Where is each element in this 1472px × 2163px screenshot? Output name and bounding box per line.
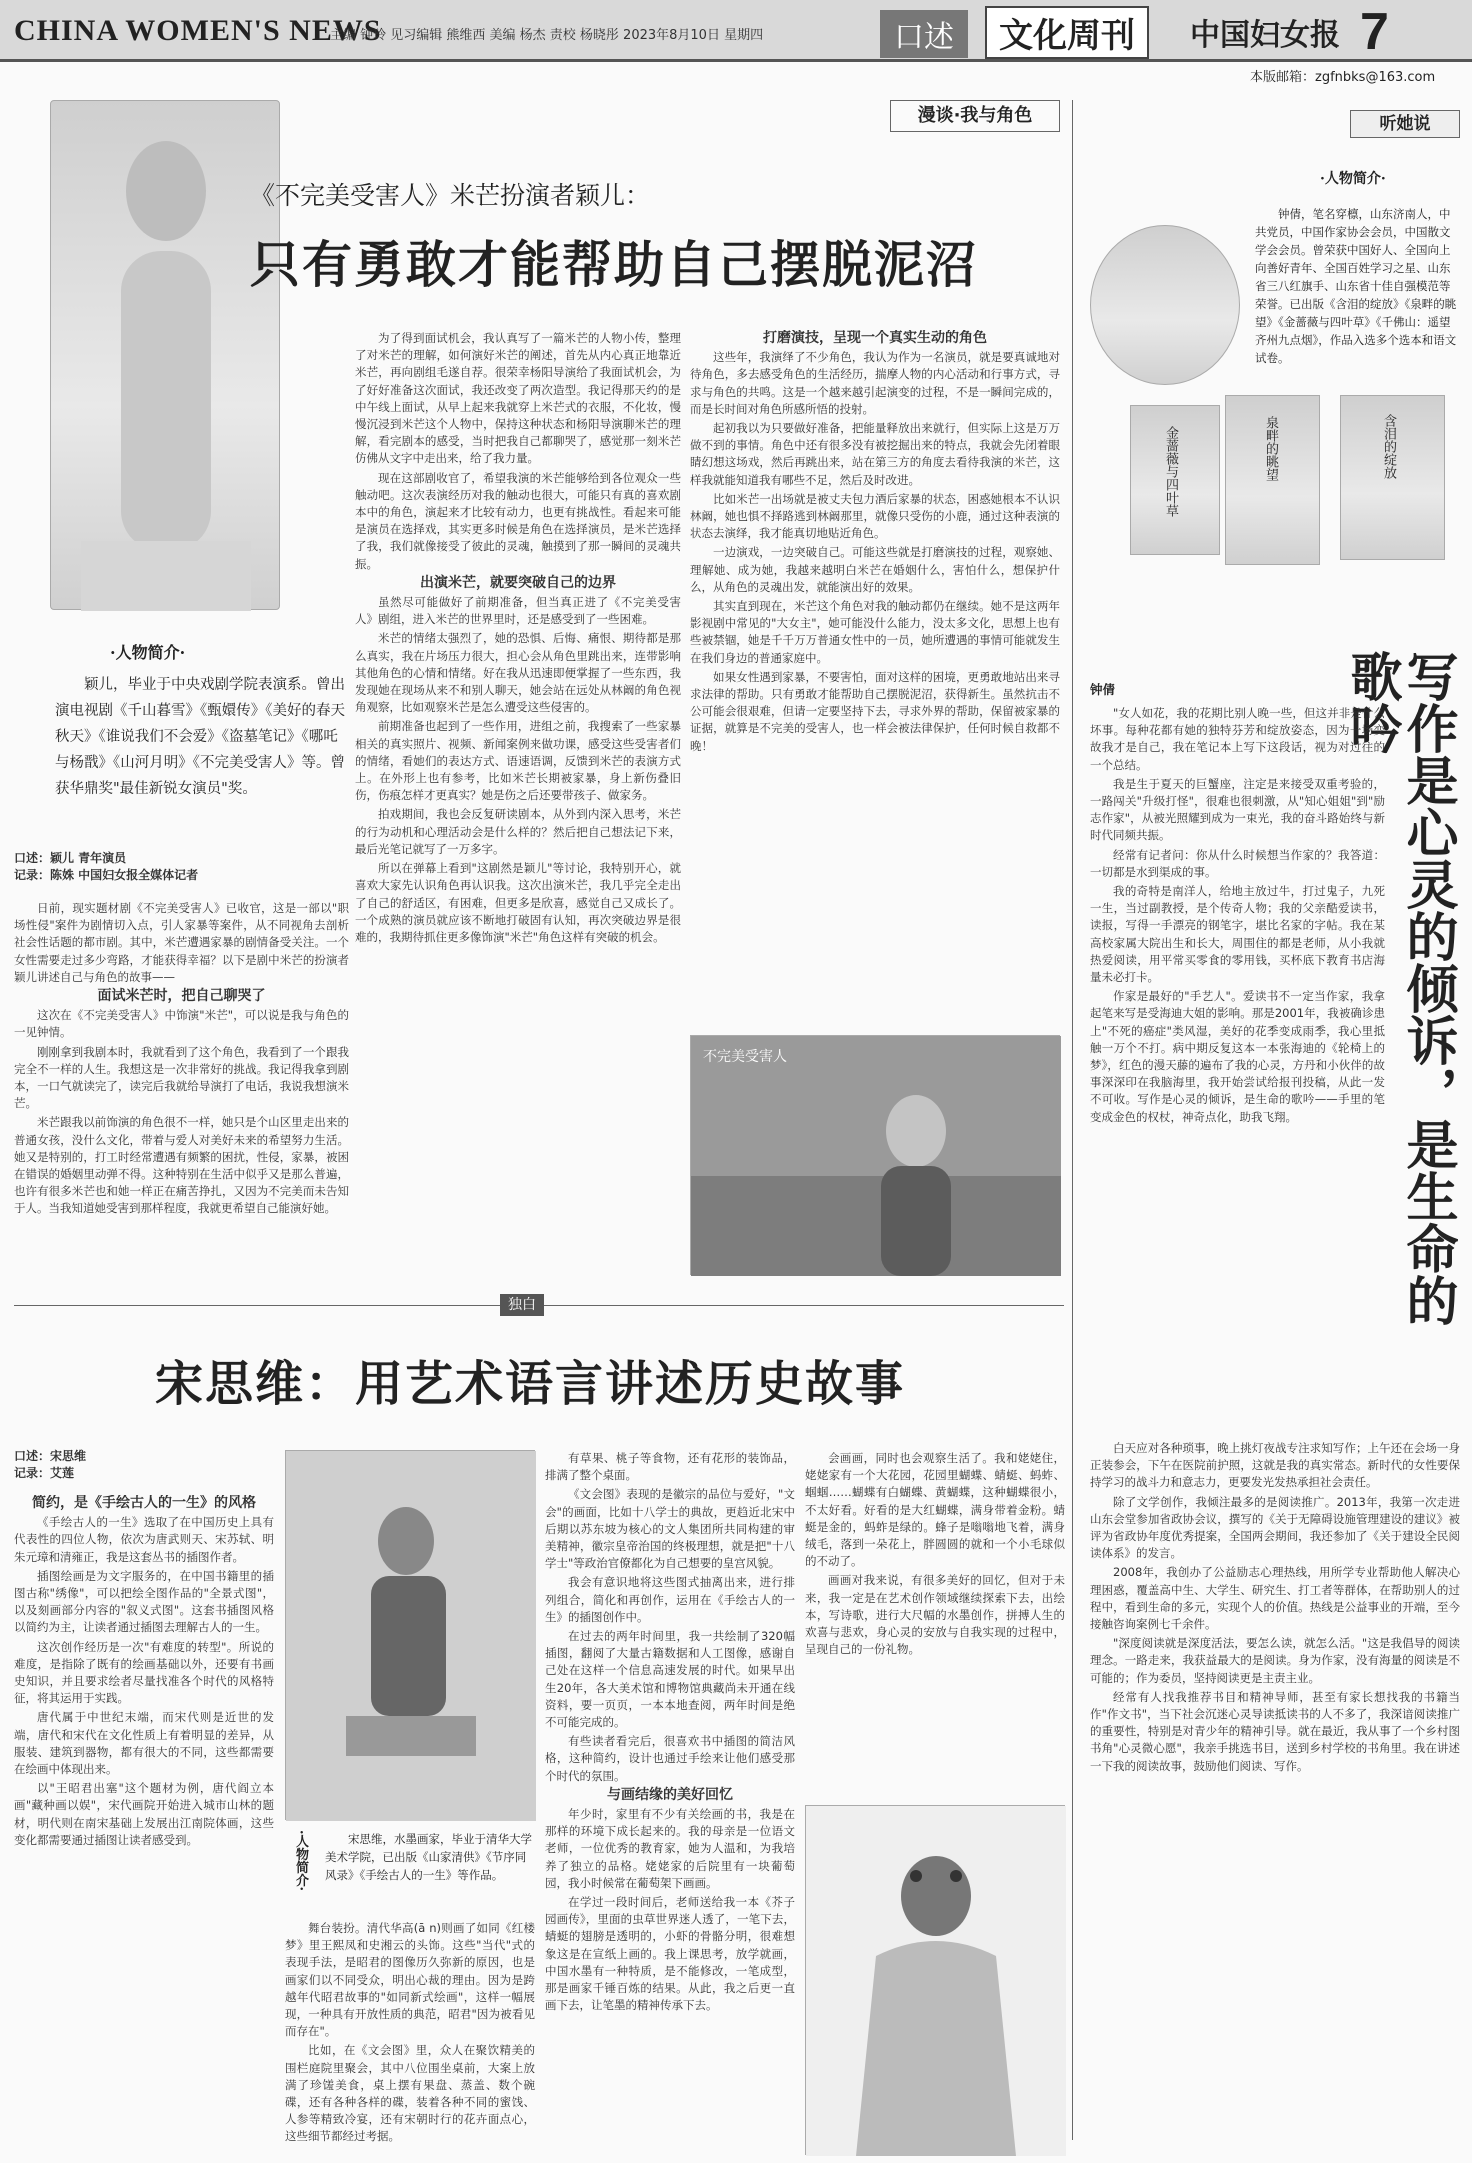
column-tag-3: 独白 <box>500 1294 544 1316</box>
book-cover-1: 金蔷薇与四叶草 <box>1130 405 1220 555</box>
section-label: 口述 <box>880 10 968 58</box>
headline: 只有勇敢才能帮助自己摆脱泥沼 <box>250 236 978 294</box>
kicker: 《不完美受害人》米芒扮演者颖儿： <box>250 181 651 210</box>
drama-still-illustration <box>691 1036 1061 1276</box>
paper-logo: 中国妇女报 <box>1190 18 1340 53</box>
byline <box>14 850 349 884</box>
page-number: 7 <box>1360 3 1389 61</box>
a1-col-1: 日前，现实题材剧《不完美受害人》已收官，这是一部以"职场性侵"案件为剧情切入点，引人家暴等案件，从不同视角去剖析社会性话题的都市剧。其中，米芒遭遇家暴的剧情备受关注。一个女性需要走过多少弯路，才能获得幸福？以下是剧中米芒的扮演者颖儿讲述自己与角色的故事—— 面试米芒时，把自己聊哭了 这次在《不完美受害人》中饰演"米芒"，可以说是我与角色的一见钟情。 刚刚拿到我剧本时，我就看到了这个角色，我看到了一个跟我完全不一样的人生。我想这是一次非常好的挑战。我记得我拿到剧本，一口气就读完了，读完后我就给导演打了电话，我说我想演米芒。 米芒跟我以前饰演的角色很不一样，她只是个山区里走出来的普通女孩，没什么文化，带着与爱人对美好未来的希望努力生活。她又是特别的，打工时经常遭遇有频繁的困扰，性侵，家暴，被困在错误的婚姻里动弹不得。这种特别在生活中似乎又是那么普遍，也许有很多米芒也和她一样正在痛苦挣扎，又因为不完美而未告知于人。当我知道她受害到那样程度，我就更希望自己能演好她。 <box>14 901 349 1216</box>
bio-title: ·人物简介· <box>110 643 186 662</box>
a3-col-4: 会画画，同时也会观察生活了。我和姥姥住，姥姥家有一个大花园，花园里蝴蝶、蜻蜓、蚂蚱、蝈蝈……蝴蝶有白蝴蝶、黄蝴蝶，这种蝴蝶很小，不太好看。好看的是大红蝴蝶，满身带着金粉。蜻蜓是金的，蚂蚱是绿的。蜂子是嗡嗡地飞着，满身绒毛，落到一朵花上，胖圆圆的就和一个小毛球似的不动了。 画画对我来说，有很多美好的回忆，但对于未来，我一定是在艺术创作领域继续探索下去，出绘本，写诗歌，进行大尺幅的水墨创作，拼搏人生的欢喜与悲欢，身心灵的安放与自我实现的过程中，呈现自己的一份礼物。 <box>805 1451 1065 1657</box>
headline-3: 宋思维：用艺术语言讲述历史故事 <box>155 1356 906 1412</box>
subhead-1: 面试米芒时，把自己聊哭了 <box>97 988 266 1005</box>
byline-2: 钟倩 <box>1090 682 1116 697</box>
headline-2: 写作是心灵的倾诉，是生命的歌吟 <box>1341 650 1457 1326</box>
a1-col-3: 打磨演技，呈现一个真实生动的角色 这些年，我演绎了不少角色，我认为作为一名演员，就是要真诚地对待角色，多去感受角色的生活经历，揣摩人物的内心活动和行事方式，寻求与角色的共鸣。这是一个越来越引起演变的过程，不是一瞬间完成的，而是长时间对角色所感所悟的投射。 起初我以为只要做好准备，把能量释放出来就行，但实际上这是万万做不到的事情。角色中还有很多没有被挖掘出来的特点，我就会先闭着眼睛幻想这场戏，然后再跳出来，站在第三方的角度去看待我演的米芒，这样我就能知道我有哪些不足，然后及时改进。 比如米芒一出场就是被丈夫包力酒后家暴的状态，困惑她根本不认识林阚，她也惧不择路逃到林阚那里，就像只受伤的小鹿，通过这种表演的状态去演绎，我才能真切地贴近角色。 一边演戏，一边突破自己。可能这些就是打磨演技的过程，观察她、理解她、成为她，我越来越明白米芒在婚姻什么，害怕什么，想保护什么，从角色的灵魂出发，就能演出好的效果。 其实直到现在，米芒这个角色对我的触动都仍在继续。她不是这两年影视剧中常见的"大女主"，她可能没什么能力，没太多文化，思想上也有些被禁锢，她是千千万万普通女性中的一员，她所遭遇的事情可能就发生在我们身边的普通家庭中。 如果女性遇到家暴，不要害怕，面对这样的困境，更勇敢地站出来寻求法律的帮助。只有勇敢才能帮助自己摆脱泥沼，获得新生。虽然抗击不公可能会很艰难，但请一定要坚持下去，寻求外界的帮助，保留被家暴的证据，就算是不完美的受害人，也一样会被法律保护，任何时候自救都不晚！ <box>690 330 1060 753</box>
ink-painting <box>805 1805 1065 2155</box>
byline-1: 口述：颖儿 青年演员 <box>14 851 127 865</box>
a2-col-top: "女人如花，我的花期比别人晚一些，但这并非是什么坏事。每种花都有她的独特芬芳和绽放姿态，因为一场变故我才是自己，我在笔记本上写下这段话，视为对过往的一个总结。 我是生于夏天的巨蟹座，注定是来接受双重考验的，一路闯关"升级打怪"，很难也很刺激，从"知心姐姐"到"励志作家"，从被光照耀到成为一束光，我的奋斗路始终与新时代同频共振。 经常有记者问：你从什么时候想当作家的？我答道：一切都是水到渠成的事。 我的奇特是南洋人，给地主放过牛，打过鬼子，九死一生，当过副教授，是个传奇人物；我的父亲酷爱读书，读报，写得一手漂亮的钢笔字，堪比名家的字帖。我在某高校家属大院出生和长大，周围住的都是老师，从小我就热爱阅读，用平常买零食的零用钱，买杯底下教育书店海量未必打卡。 作家是最好的"手艺人"。爱读书不一定当作家，我拿起笔来写是受海迪大姐的影响。那是2001年，我被确诊患上"不死的癌症"类风湿，美好的花季变成雨季，我心里抵触一万个不打。病中期反复这本一本张海迪的《轮椅上的梦》，红色的漫天藤的遍布了我的心灵，方丹和小伙伴的故事深深印在我脑海里，我开始尝试给报刊投稿，从此一发不可收。写作是心灵的倾诉，是生命的歌吟——手里的笔变成金色的权杖，神奇点化，助我飞翔。 <box>1090 706 1385 1124</box>
a2-col-bottom: 白天应对各种琐事，晚上挑灯夜战专注求知写作；上午还在会场一身正装参会，下午在医院前护照，这就是我的真实常态。新时代的女性要保持学习的战斗力和意志力，更要发光发热承担社会责任。 除了文学创作，我倾注最多的是阅读推广。2013年，我第一次走进山东会堂参加省政协会议，撰写的《关于无障碍设施管理建设的建议》被评为省政协年度优秀提案，全国两会期间，我还参加了《关于建设全民阅读体系》的发言。 2008年，我创办了公益励志心理热线，用所学专业帮助他人解决心理困惑，覆盖高中生、大学生、研究生、打工者等群体，在帮助别人的过程中，看到生命的多元，实现个人的价值。热线是公益事业的开端，至今接触咨询案例七千余件。 "深度阅读就是深度活法，要怎么读，就怎么活。"这是我倡导的阅读理念。一路走来，我获益最大的是阅读。身为作家，没有海量的阅读是不可能的；作为委员，坚持阅读更是主责主业。 经常有人找我推荐书目和精神导师，甚至有家长想找我的书籍当作"作文书"，当下社会沉迷心灵导读抵读书的人不多了，我深谙阅读推广的重要性，特别是对青少年的精神引导。就在最近，我从事了一个乡村图书角"心灵微心愿"，我亲手挑选书目，送到乡村学校的书角里。我在讲述一下我的阅读故事，鼓励他们阅读、写作。 <box>1090 1441 1460 1773</box>
column-tag-2: 听她说 <box>1350 110 1460 138</box>
byline-3: 口述：宋思维 记录：艾莲 <box>14 1449 87 1481</box>
weekly-label: 文化周刊 <box>985 6 1149 59</box>
drama-still <box>690 1035 1060 1275</box>
paper-name: CHINA WOMEN'S NEWS <box>14 14 382 47</box>
subhead-a3-1: 简约，是《手绘古人的一生》的风格 <box>32 1495 256 1511</box>
bio-title-3: ·人物简介· <box>293 1830 308 1892</box>
bio-text: 颖儿，毕业于中央戏剧学院表演系。曾出演电视剧《千山暮雪》《甄嬛传》《美好的春天秋天》《谁说我们不会爱》《盗墓笔记》《哪吒与杨戬》《山河月明》《不完美受害人》等。曾获华鼎奖"最佳新锐女演员"奖。 <box>55 677 345 797</box>
a3-col-3: 有草果、桃子等食物，还有花形的装饰品，排满了整个桌面。 《文会图》表现的是徽宗的品位与爱好，"文会"的画面，比如十八学士的典故，更趋近北宋中后期以苏东坡为核心的文人集团所共同构建的审美精神，徽宗皇帝治国的终极理想，就是把"十八学士"等政治官僚都化为自己想要的皇宫风貌。 我会有意识地将这些图式抽离出来，进行排列组合，简化和再创作，运用在《手绘古人的一生》的插图创作中。 在过去的两年时间里，我一共绘制了320幅插图，翻阅了大量古籍数据和人工图像，感谢自己处在这样一个信息高速发展的时代。如果早出生20年，各大美术馆和博物馆典藏尚未开通在线资料，要一页页，一本本地查阅，两年时间是绝不可能完成的。 有些读者看完后，很喜欢书中插图的简洁风格，这种简约，设计也通过手绘来让他们感受那个时代的氛围。 与画结缘的美好回忆 年少时，家里有不少有关绘画的书，我是在那样的环境下成长起来的。我的母亲是一位语文老师，一位优秀的教育家，她为人温和，为我培养了独立的品格。姥姥家的后院里有一块葡萄园，我小时候常在葡萄架下画画。 在学过一段时间后，老师送给我一本《芥子园画传》，里面的虫草世界迷人透了，一笔下去，蜻蜓的翅膀是透明的，小虾的骨骼分明，很难想象这是在宣纸上画的。我上课思考，放学就画，中国水墨有一种特质，是不能修改，一笔成型，那是画家千锤百炼的结果。从此，我之后更一直画下去，让笔墨的精神传承下去。 <box>545 1451 795 2013</box>
column-tag: 漫谈·我与角色 <box>890 100 1060 132</box>
subhead-3: 打磨演技，呈现一个真实生动的角色 <box>763 330 987 346</box>
a3-col-2: 舞台装扮。清代华高(ā n)则画了如同《红楼梦》里王熙凤和史湘云的头饰。这些"当代"式的表现手法，是昭君的图像历久弥新的原因，也是画家们以不同受众，明出心裁的理由。因为是跨越年代昭君故事的"如同新式绘画"，这样一幅展现，一种具有开放性质的典范，昭君"因为被看见而存在"。 比如，在《文会图》里，众人在聚饮精美的围栏庭院里聚会，其中八位围坐桌前，大案上放满了珍馐美食，桌上摆有果盘、蒸盖、数个碗碟，还有各种各样的碟，装着各种不同的蜜饯、人参等精致冷宴，还有宋朝时行的花卉面点心，这些细节都经过考据。 <box>285 1921 535 2144</box>
subhead-a3-2: 与画结缘的美好回忆 <box>607 1786 733 1803</box>
staff-line: 主编 钟玲 见习编辑 熊维西 美编 杨杰 责校 杨晓彤 2023年8月10日 星期四 <box>330 28 764 43</box>
portrait-illustration <box>51 101 281 611</box>
artist-photo <box>285 1450 535 1820</box>
a3-col-1: 简约，是《手绘古人的一生》的风格 《手绘古人的一生》选取了在中国历史上具有代表性的四位人物，依次为唐武则天、宋苏轼、明朱元璋和清雍正，我是这套丛书的插图作者。 插图绘画是为文字服务的，在中国书籍里的插图古称"绣像"，可以把绘全图作品的"全景式图"，以及刻画部分内容的"叙义式图"。这套书插图风格以简约为主，让读者通过插图去理解古人的一生。 这次创作经历是一次"有难度的转型"。所说的难度，是指除了既有的绘画基础以外，还要有书画史知识，并且要求绘者尽量找准各个时代的风格特征，将其运用于实践。 唐代属于中世纪末端，而宋代则是近世的发端，唐代和宋代在文化性质上有着明显的差异，从服装、建筑到器物，都有很大的不同，这些都需要在绘画中体现出来。 以"王昭君出塞"这个题材为例，唐代阎立本画"藏种画以娱"，宋代画院开始进入城市山林的题材，明代则在南宋基础上发展出江南院体画，这些变化都需要通过插图让读者感受到。 <box>14 1495 274 1847</box>
byline-2: 记录：陈姝 中国妇女报全媒体记者 <box>14 868 199 882</box>
portrait-photo <box>50 100 280 610</box>
subhead-2: 出演米芒，就要突破自己的边界 <box>420 574 616 591</box>
bio-title-2: ·人物简介· <box>1320 171 1386 187</box>
bio-text-2: 钟倩，笔名穿檩，山东济南人，中共党员，中国作家协会会员，中国散文学会会员。曾荣获中国好人、全国向上向善好青年、全国百姓学习之星、山东省三八红旗手、山东省十佳自强模范等荣誉。已出版《含泪的绽放》《泉畔的眺望》《金蔷薇与四叶草》《千佛山：遥望齐州九点烟》，作品入选多个选本和语文试卷。 <box>1255 207 1457 365</box>
book-cover-3: 含泪的绽放 <box>1340 395 1445 560</box>
artist-photo-illustration <box>286 1451 536 1821</box>
author-photo <box>1090 225 1240 385</box>
a1-col-2: 为了得到面试机会，我认真写了一篇米芒的人物小传，整理了对米芒的理解，如何演好米芒的阐述，首先从内心真正地靠近米芒，再向剧组毛遂自荐。很荣幸杨阳导演给了我面试机会，为了好好准备这次面试，我还改变了两次造型。我记得那天约的是中午线上面试，从早上起来我就穿上米芒式的衣服，不化妆，慢慢沉浸到米芒这个人物中，保持这种状态和杨阳导演聊米芒的理解，看完剧本的感受，当时把我自己都聊哭了，感觉那一刻米芒仿佛从文字中走出来，给了我力量。 现在这部剧收官了，希望我演的米芒能够给到各位观众一些触动吧。这次表演经历对我的触动也很大，可能只有真的喜欢剧本中的角色，演起来才比较有动力，也更有挑战性。看起来可能是演员在选择戏，其实更多时候是角色在选择演员，是米芒选择了我，我们就像接受了彼此的灵魂，触摸到了那一瞬间的灵魂共振。 出演米芒，就要突破自己的边界 虽然尽可能做好了前期准备，但当真正进了《不完美受害人》剧组，进入米芒的世界里时，还是感受到了一些困难。 米芒的情绪太强烈了，她的恐惧、后悔、痛恨、期待都是那么真实，我在片场压力很大，担心会从角色里跳出来，连带影响其他角色的心情和情绪。好在我从迅速即便掌握了一些东西，我发现她在现场从来不和别人聊天，她会站在远处从林阚的角色视角观察，比如观察米芒是怎么遭受这些侵害的。 前期准备也起到了一些作用，进组之前，我搜索了一些家暴相关的真实照片、视频、新闻案例来做功课，感受这些受害者们的情绪，看她们的表达方式、语速语调，反馈到米芒的表演方式上。在外形上也有参考，比如米芒长期被家暴，身上新伤叠旧伤，伤痕怎样才更真实？她是伤之后还要带孩子、做家务。 拍戏期间，我也会反复研读剧本，从外到内深入思考，米芒的行为动机和心理活动会是什么样的？然后把自己想法记下来，最后光笔记就写了一万多字。 所以在弹幕上看到"这剧然是颖儿"等讨论，我特别开心，就喜欢大家先认识角色再认识我。这次出演米芒，我几乎完全走出了自己的舒适区，有困难，但更多是欣喜，感觉自己又成长了。一个成熟的演员就应该不断地打破固有认知，再次突破边界是很难的，我期待抓住更多像饰演"米芒"角色这样有突破的机会。 <box>355 331 681 944</box>
still-caption: 不完美受害人 <box>703 1049 787 1065</box>
ink-painting-illustration <box>806 1806 1066 2156</box>
book-cover-2: 泉畔的眺望 <box>1225 395 1320 565</box>
column-divider <box>1072 100 1073 2140</box>
bio-text-3: 宋思维，水墨画家，毕业于清华大学美术学院，已出版《山家清供》《节序同风录》《手绘古人的一生》等作品。 <box>325 1832 532 1882</box>
email-line: 本版邮箱：zgfnbks@163.com <box>1250 70 1436 85</box>
